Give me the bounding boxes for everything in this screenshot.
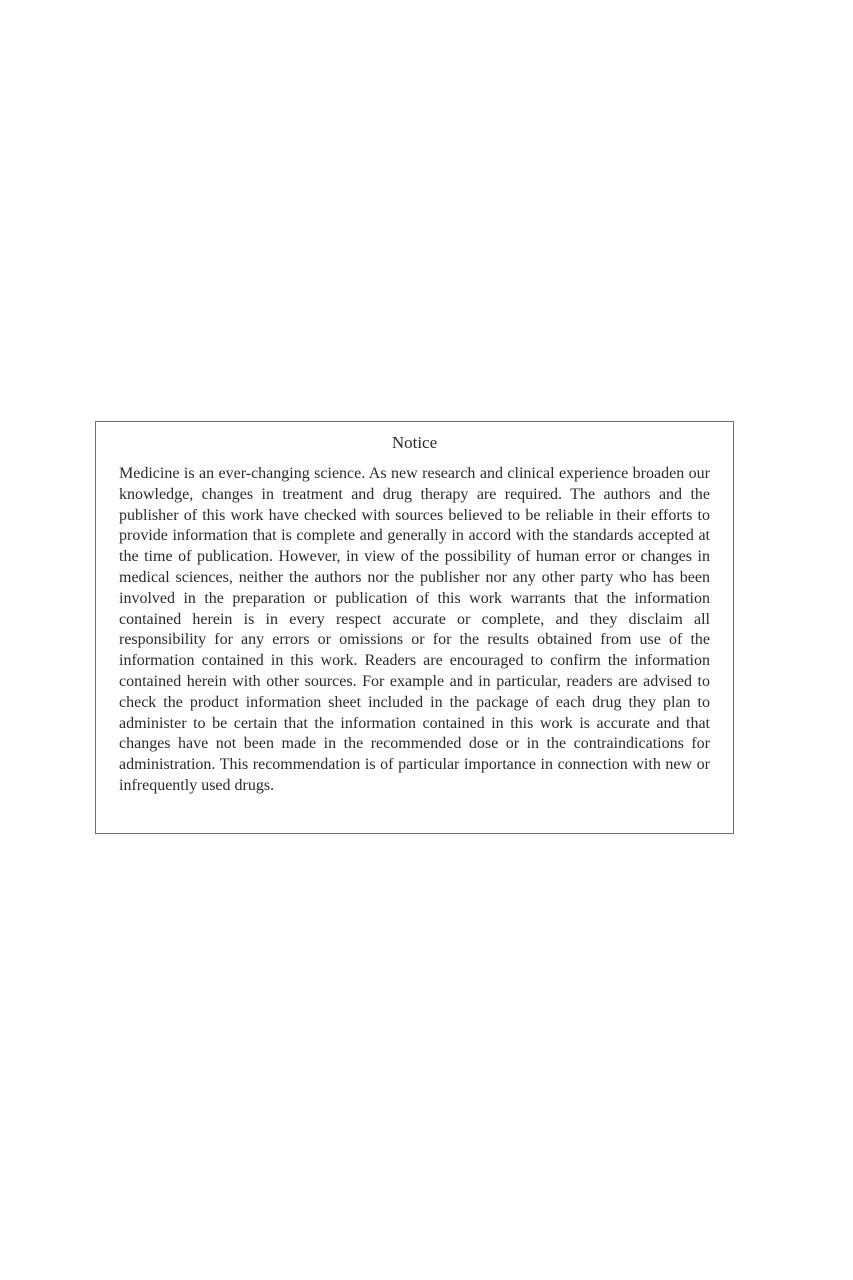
notice-box bbox=[95, 421, 734, 834]
notice-body: Medicine is an ever-changing science. As new research and clinical experience broaden our knowledge, changes in treatment and drug therapy are required. The authors and the publisher of this work have checked with sources believed to be reliable in their efforts to provide information that is complete and generally in accord with the standards accepted at the time of publication. However, in view of the possibility of human error or changes in medical sciences, neither the authors nor the publisher nor any other party who has been involved in the preparation or publication of this work warrants that the information contained herein is in every respect accurate or complete, and they disclaim all responsibility for any errors or omissions or for the results obtained from use of the information contained in this work. Readers are encouraged to confirm the information contained herein with other sources. For example and in particular, readers are advised to check the product information sheet included in the package of each drug they plan to administer to be certain that the information contained in this work is accurate and that changes have not been made in the recommended dose or in the contraindications for administration. This recommendation is of particular importance in connection with new or infrequently used drugs. bbox=[119, 465, 710, 794]
notice-title: Notice bbox=[391, 433, 438, 452]
